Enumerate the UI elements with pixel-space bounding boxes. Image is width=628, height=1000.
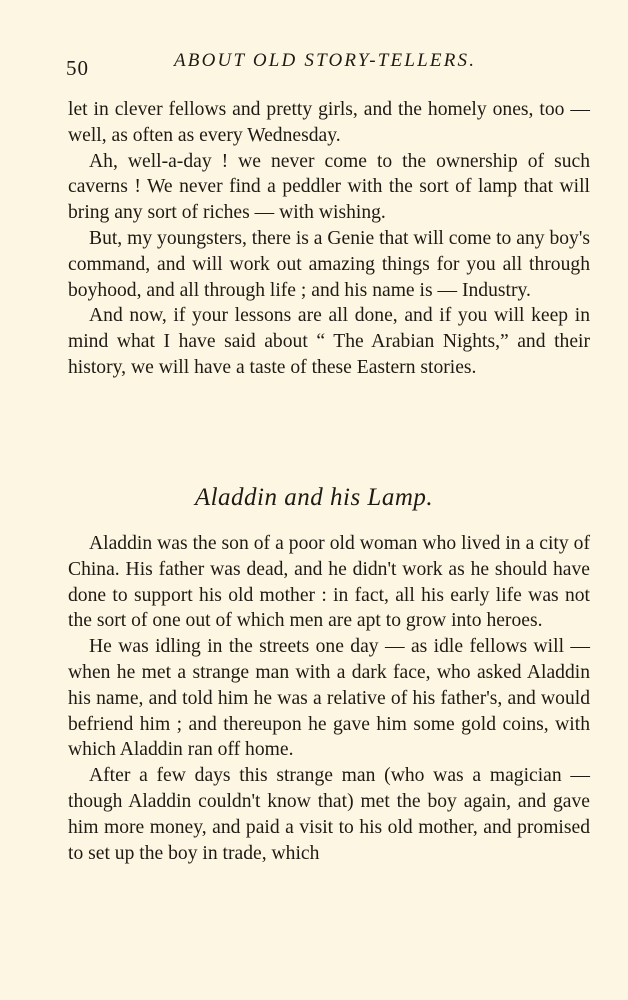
paragraph: He was idling in the streets one day — as idle fellows will — when he met a strange man with a dark face, who asked Aladdin his name, and told him he was a relative of his father's, and would befriend him ; and thereupon he gave him some gold coins, with which Aladdin ran off home. xyxy=(68,636,590,761)
paragraph: But, my youngsters, there is a Genie that will come to any boy's command, and will work out amazing things for you all through boyhood, and all through life ; and his name is — Industry. xyxy=(68,227,590,301)
body-text-bottom xyxy=(68,531,590,866)
page-header xyxy=(66,50,588,84)
page-number: 50 xyxy=(66,56,89,80)
paragraph: And now, if your lessons are all done, and if you will keep in mind what I have said about “ The Arabian Nights,” and their history, we will have a taste of these Eastern stories. xyxy=(68,305,590,378)
running-title: ABOUT OLD STORY-TELLERS. xyxy=(174,50,477,71)
paragraph: Ah, well-a-day ! we never come to the ownership of such caverns ! We never find a peddler with the sort of lamp that will bring any sort of riches — with wishing. xyxy=(68,150,590,224)
section-title: Aladdin and his Lamp. xyxy=(194,484,434,511)
body-text-top xyxy=(68,97,590,381)
paragraph: let in clever fellows and pretty girls, and the homely ones, too — well, as often as every Wednesday. xyxy=(68,99,590,146)
paragraph: Aladdin was the son of a poor old woman who lived in a city of China. His father was dead, and he didn't work as he should have done to support his old mother : in fact, all his early life was not the sort of one out of which men are apt to grow into heroes. xyxy=(68,533,590,632)
paragraph: After a few days this strange man (who was a magician — though Aladdin couldn't know that) met the boy again, and gave him more money, and paid a visit to his old mother, and promised to set up the boy in trade, which xyxy=(68,765,590,864)
